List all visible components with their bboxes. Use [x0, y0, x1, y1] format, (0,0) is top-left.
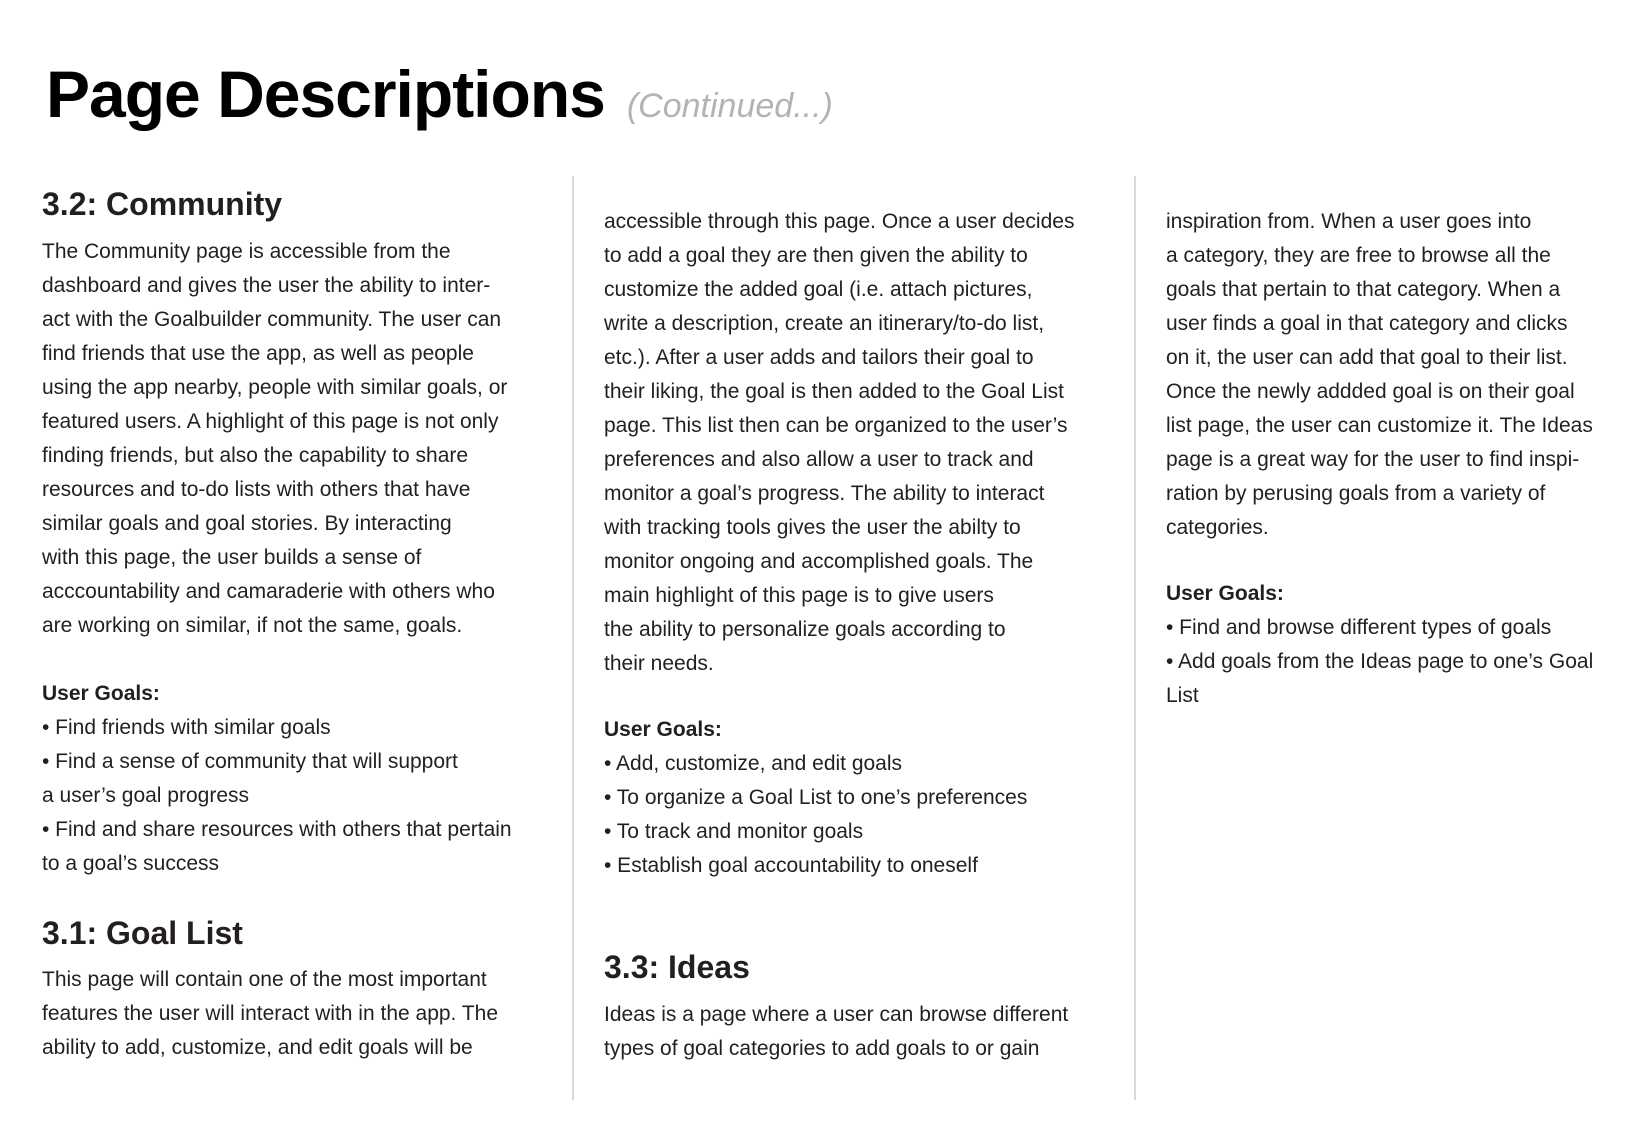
goal-item: • Establish goal accountability to oneself — [604, 854, 978, 877]
community-heading: 3.2: Community — [42, 186, 283, 222]
text-line: using the app nearby, people with similar goals, or — [42, 376, 508, 399]
text-line: categories. — [1166, 516, 1269, 539]
text-line: resources and to-do lists with others that have — [42, 478, 471, 501]
text-line: inspiration from. When a user goes into — [1166, 210, 1532, 233]
text-line: preferences and also allow a user to track and — [604, 448, 1034, 471]
goal-list-user-goals — [604, 713, 1027, 883]
text-line: their needs. — [604, 652, 714, 675]
text-line: Once the newly addded goal is on their goal — [1166, 380, 1575, 403]
text-line: the ability to personalize goals according to — [604, 618, 1006, 641]
goal-list-heading: 3.1: Goal List — [42, 915, 243, 951]
text-line: ration by perusing goals from a variety of — [1166, 482, 1546, 505]
text-line: on it, the user can add that goal to their list. — [1166, 346, 1568, 369]
user-goals-heading: User Goals: — [1166, 582, 1284, 605]
ideas-heading: 3.3: Ideas — [604, 949, 750, 985]
text-line: dashboard and gives the user the ability to inter- — [42, 274, 491, 297]
goal-list-paragraph-continued — [604, 205, 1074, 681]
text-line: featured users. A highlight of this page is not only — [42, 410, 499, 433]
ideas-user-goals — [1166, 577, 1593, 713]
community-paragraph — [42, 235, 507, 643]
goal-item: to a goal’s success — [42, 852, 220, 875]
text-line: This page will contain one of the most important — [42, 968, 487, 991]
goal-item: • Find friends with similar goals — [42, 716, 331, 739]
text-line: list page, the user can customize it. The Ideas — [1166, 414, 1593, 437]
goal-item: List — [1166, 684, 1199, 707]
text-line: to add a goal they are then given the ability to — [604, 244, 1028, 267]
text-line: finding friends, but also the capability to share — [42, 444, 469, 467]
text-line: write a description, create an itinerary/to-do list, — [604, 312, 1045, 335]
text-line: are working on similar, if not the same, goals. — [42, 614, 463, 637]
column-divider-left — [572, 176, 574, 1100]
text-line: etc.). After a user adds and tailors their goal to — [604, 346, 1034, 369]
ideas-paragraph-continued — [1166, 205, 1593, 545]
column-divider-right — [1134, 176, 1136, 1100]
goal-item: • Add goals from the Ideas page to one’s Goal — [1166, 650, 1594, 673]
text-line: Ideas is a page where a user can browse different — [604, 1003, 1069, 1026]
ideas-paragraph — [604, 998, 1068, 1066]
text-line: monitor a goal’s progress. The ability to interact — [604, 482, 1045, 505]
text-line: user finds a goal in that category and clicks — [1166, 312, 1568, 335]
text-line: features the user will interact with in the app. The — [42, 1002, 499, 1025]
text-line: main highlight of this page is to give users — [604, 584, 994, 607]
text-line: acccountability and camaraderie with others who — [42, 580, 495, 603]
page-header — [46, 56, 833, 132]
text-line: ability to add, customize, and edit goals will be — [42, 1036, 473, 1059]
page-title: Page Descriptions — [46, 57, 605, 131]
goal-list-paragraph — [42, 963, 498, 1065]
text-line: with tracking tools gives the user the abilty to — [604, 516, 1021, 539]
goal-item: • Add, customize, and edit goals — [604, 752, 903, 775]
goal-item: a user’s goal progress — [42, 784, 250, 807]
text-line: goals that pertain to that category. When a — [1166, 278, 1561, 301]
user-goals-heading: User Goals: — [604, 718, 722, 741]
text-line: The Community page is accessible from the — [42, 240, 451, 263]
goal-item: • To track and monitor goals — [604, 820, 864, 843]
goal-item: • To organize a Goal List to one’s preferences — [604, 786, 1028, 809]
text-line: find friends that use the app, as well as people — [42, 342, 474, 365]
text-line: similar goals and goal stories. By interacting — [42, 512, 452, 535]
text-line: page is a great way for the user to find inspi- — [1166, 448, 1580, 471]
goal-item: • Find and browse different types of goals — [1166, 616, 1552, 639]
page-subtitle: (Continued...) — [626, 87, 833, 125]
text-line: types of goal categories to add goals to or gain — [604, 1037, 1040, 1060]
text-line: act with the Goalbuilder community. The user can — [42, 308, 502, 331]
goal-item: • Find and share resources with others that pertain — [42, 818, 512, 841]
text-line: monitor ongoing and accomplished goals. The — [604, 550, 1034, 573]
text-line: their liking, the goal is then added to the Goal List — [604, 380, 1064, 403]
goal-item: • Find a sense of community that will support — [42, 750, 458, 773]
user-goals-heading: User Goals: — [42, 682, 160, 705]
text-line: customize the added goal (i.e. attach pictures, — [604, 278, 1033, 301]
text-line: accessible through this page. Once a user decides — [604, 210, 1075, 233]
text-line: page. This list then can be organized to the user’s — [604, 414, 1068, 437]
text-line: a category, they are free to browse all the — [1166, 244, 1551, 267]
community-user-goals — [42, 677, 512, 881]
text-line: with this page, the user builds a sense of — [42, 546, 422, 569]
